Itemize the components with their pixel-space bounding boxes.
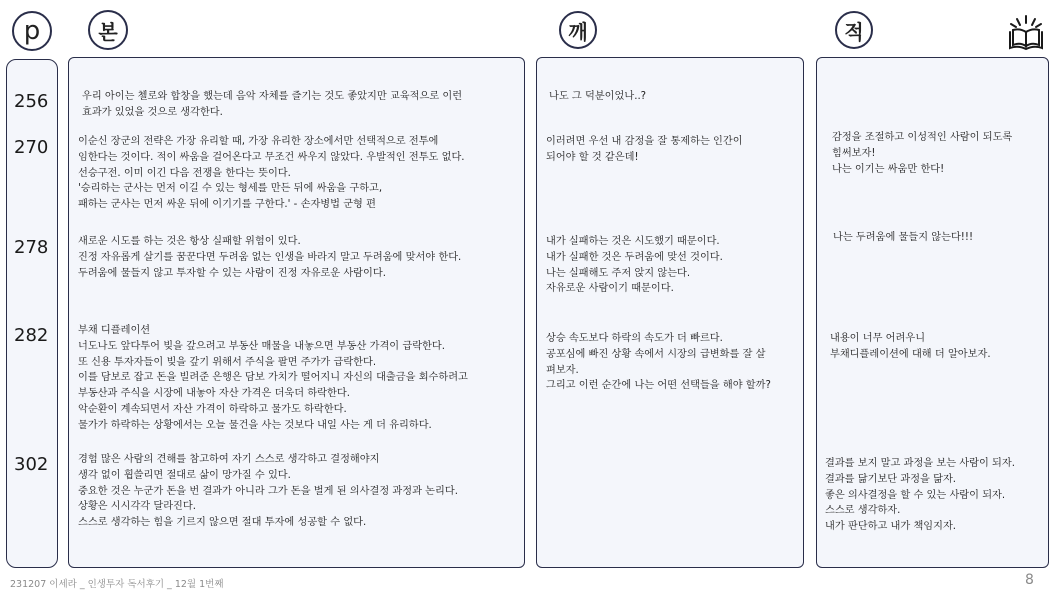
page-number-270: 270 <box>14 137 49 158</box>
realization-line: 자유로운 사람이기 때문이다. <box>546 283 674 295</box>
book-line: 이를 담보로 잡고 돈을 빌려준 은행은 담보 가치가 떨어지니 자신의 대출금을 회수하려고 <box>78 372 468 384</box>
book-line: 선승구전. 이미 이긴 다음 전쟁을 한다는 뜻이다. <box>78 167 291 179</box>
page-number-256: 256 <box>14 91 49 112</box>
book-line: 또 신용 투자자들이 빚을 갚기 위해서 주식을 팔면 주가가 급락한다. <box>78 356 377 368</box>
book-line: 악순환이 계속되면서 자산 가격이 하락하고 물가도 하락한다. <box>78 403 347 415</box>
book-line: '승리하는 군사는 먼저 이길 수 있는 형세를 만든 뒤에 싸움을 구하고, <box>78 183 383 195</box>
application-line: 스스로 생각하자. <box>825 505 901 517</box>
book-line: 상황은 시시각각 달라진다. <box>78 501 196 513</box>
column-header-application-label: 적 <box>844 19 864 44</box>
realization-line: 내가 실패하는 것은 시도했기 때문이다. <box>546 236 720 247</box>
book-line: 생각 없이 휩쓸리면 절대로 삶이 망가질 수 있다. <box>78 469 291 481</box>
logo-p-circle <box>12 11 52 51</box>
application-line: 감정을 조절하고 이성적인 사람이 되도록 <box>832 132 1013 143</box>
page-number-282: 282 <box>14 325 49 346</box>
column-header-realization <box>559 11 597 49</box>
application-note-270 <box>832 130 1012 177</box>
application-line: 힘써보자! <box>832 147 876 159</box>
realization-line: 펴보자. <box>546 364 579 376</box>
application-line: 내용이 너무 어려우니 <box>830 333 926 344</box>
application-line: 내가 판단하고 내가 책임지자. <box>825 521 957 533</box>
application-note-282 <box>830 331 991 363</box>
book-line: 진정 자유롭게 살기를 꿈꾼다면 두려움 없는 인생을 바라지 말고 두려움에 맞서야 한다. <box>78 251 462 263</box>
realization-line: 나는 실패해도 주저 앉지 않는다. <box>546 267 691 279</box>
book-note-278 <box>78 234 461 281</box>
book-line: 새로운 시도를 하는 것은 항상 실패할 위험이 있다. <box>78 236 301 247</box>
application-note-302 <box>825 456 1015 535</box>
book-line: 부채 디플레이션 <box>78 325 151 336</box>
realization-line: 그리고 이런 순간에 나는 어떤 선택들을 해야 할까? <box>546 380 771 392</box>
book-line: 스스로 생각하는 힘을 기르지 않으면 절대 투자에 성공할 수 없다. <box>78 517 367 529</box>
open-book-sparkle-icon <box>1006 14 1046 52</box>
book-line: 두려움에 물들지 않고 투자할 수 있는 사람이 진정 자유로운 사람이다. <box>78 267 386 279</box>
application-line: 나는 이기는 싸움만 한다! <box>832 163 945 175</box>
book-line: 효과가 있었을 것으로 생각한다. <box>82 106 223 118</box>
book-line: 너도나도 앞다투어 빚을 갚으려고 부동산 매물을 내놓으면 부동산 가격이 급락한다. <box>78 340 445 352</box>
realization-note-282 <box>546 331 771 394</box>
book-line: 패하는 군사는 먼저 싸운 뒤에 이기기를 구한다.' - 손자병법 군형 편 <box>78 199 376 211</box>
book-note-282 <box>78 323 468 434</box>
application-line: 결과를 닮기보단 과정을 닮자. <box>825 473 957 485</box>
realization-note-270 <box>546 134 743 166</box>
application-line: 결과를 보지 말고 과정을 보는 사람이 되자. <box>825 458 1015 469</box>
book-note-270 <box>78 134 465 213</box>
book-line: 임한다는 것이다. 적이 싸움을 걸어온다고 무조건 싸우지 않았다. 우발적인 전투도 없다. <box>78 151 465 163</box>
realization-line: 이러려면 우선 내 감정을 잘 통제하는 인간이 <box>546 136 743 147</box>
realization-line: 내가 실패한 것은 두려움에 맞선 것이다. <box>546 251 723 263</box>
column-header-book <box>88 10 128 50</box>
page-number-302: 302 <box>14 454 49 475</box>
application-line: 좋은 의사결정을 할 수 있는 사람이 되자. <box>825 489 1006 501</box>
realization-line: 나도 그 덕분이었나..? <box>549 91 647 102</box>
column-header-application <box>835 11 873 49</box>
realization-note-256 <box>549 89 646 105</box>
page-number-column <box>6 59 58 568</box>
slide-page-number: 8 <box>1025 572 1034 588</box>
book-line: 부동산과 주식을 시장에 내놓아 자산 가격은 더욱더 하락한다. <box>78 388 350 400</box>
application-line: 나는 두려움에 물들지 않는다!!! <box>833 232 974 243</box>
realization-note-278 <box>546 234 723 297</box>
book-line: 물가가 하락하는 상황에서는 오늘 물건을 사는 것보다 내일 사는 게 더 유리하다. <box>78 419 432 431</box>
book-note-302 <box>78 452 458 531</box>
realization-line: 되어야 할 것 같은데! <box>546 151 639 163</box>
application-note-278 <box>833 230 973 246</box>
realization-line: 상승 속도보다 하락의 속도가 더 빠르다. <box>546 333 723 344</box>
logo-letter: p <box>23 16 41 46</box>
column-header-realization-label: 깨 <box>568 19 588 44</box>
book-line: 우리 아이는 첼로와 합창을 했는데 음악 자체를 즐기는 것도 좋았지만 교육적으로 이런 <box>82 91 463 102</box>
column-header-book-label: 본 <box>98 19 118 44</box>
book-line: 이순신 장군의 전략은 가장 유리할 때, 가장 유리한 장소에서만 선택적으로 전투에 <box>78 136 439 147</box>
book-line: 경험 많은 사람의 견해를 참고하여 자기 스스로 생각하고 결정해야지 <box>78 454 380 465</box>
book-note-256 <box>82 89 462 121</box>
page-number-278: 278 <box>14 237 49 258</box>
book-line: 중요한 것은 누군가 돈을 번 결과가 아니라 그가 돈을 벌게 된 의사결정 과정과 논리다. <box>78 485 458 497</box>
application-line: 부채디플레이션에 대해 더 알아보자. <box>830 348 991 360</box>
footer-caption: 231207 이세라 _ 인생투자 독서후기 _ 12월 1번째 <box>10 579 224 590</box>
realization-line: 공포심에 빠진 상황 속에서 시장의 급변화를 잘 살 <box>546 348 766 360</box>
